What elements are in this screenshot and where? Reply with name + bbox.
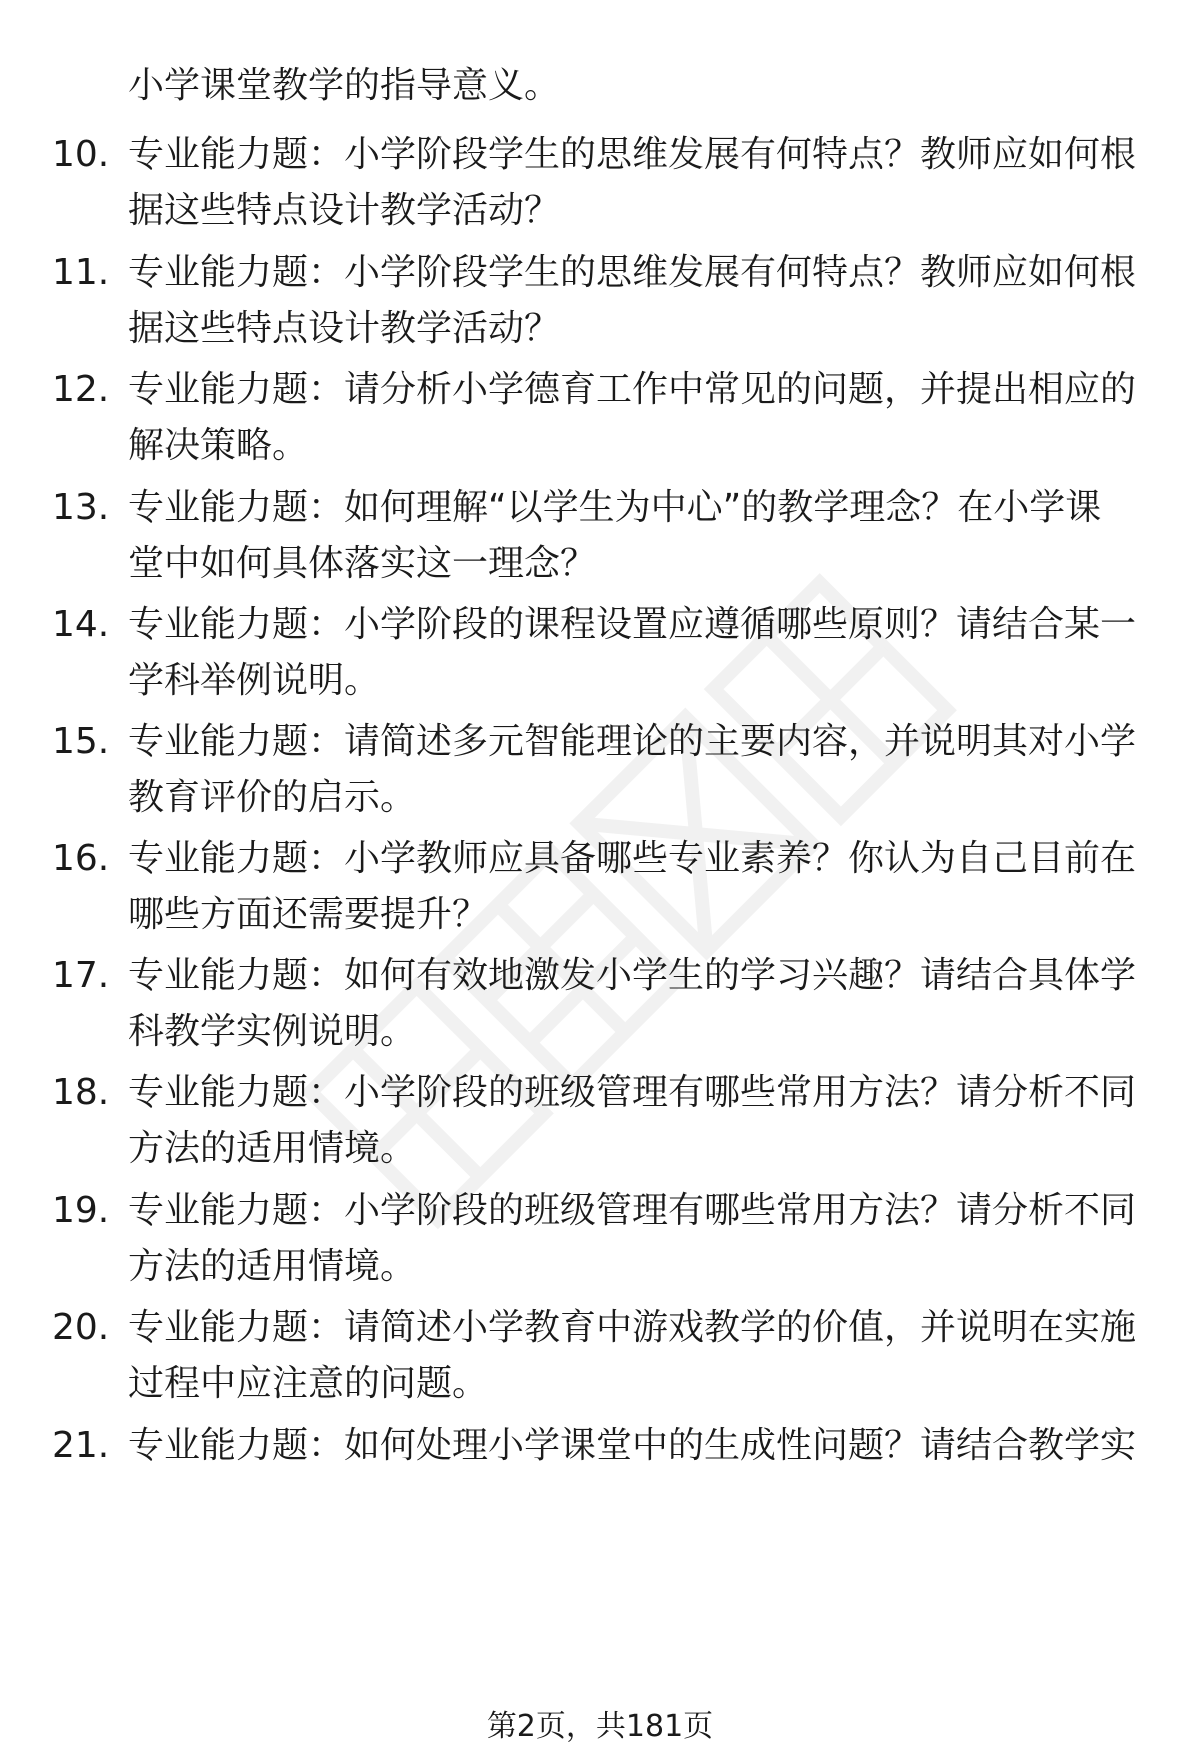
item-number: 17. — [52, 955, 110, 996]
item-line: 专业能力题：小学阶段的课程设置应遵循哪些原则？请结合某一 — [128, 604, 1137, 645]
item-line: 堂中如何具体落实这一理念？ — [128, 543, 597, 584]
item-text — [128, 1183, 1138, 1295]
item-line: 据这些特点设计教学活动？ — [128, 308, 561, 349]
item-text — [128, 362, 1138, 474]
item-number: 19. — [52, 1190, 110, 1231]
item-line: 教育评价的启示。 — [128, 777, 417, 818]
item-number: 16. — [52, 838, 110, 879]
item-line: 专业能力题：请简述多元智能理论的主要内容，并说明其对小学 — [128, 721, 1137, 762]
item-number: 20. — [52, 1307, 110, 1348]
item-line: 专业能力题：小学阶段的班级管理有哪些常用方法？请分析不同 — [128, 1072, 1137, 1113]
item-line: 专业能力题：如何理解“以学生为中心”的教学理念？在小学课 — [128, 487, 1102, 528]
item-text — [128, 714, 1138, 826]
item-line: 解决策略。 — [128, 425, 309, 466]
item-line: 专业能力题：小学阶段的班级管理有哪些常用方法？请分析不同 — [128, 1190, 1137, 1231]
item-number: 21. — [52, 1425, 110, 1466]
item-line: 专业能力题：如何处理小学课堂中的生成性问题？请结合教学实 — [128, 1425, 1137, 1466]
item-line: 科教学实例说明。 — [128, 1011, 417, 1052]
item-text — [128, 1418, 1138, 1474]
item-text — [128, 597, 1138, 709]
continuation-text: 小学课堂教学的指导意义。 — [128, 65, 561, 106]
item-text — [128, 831, 1138, 943]
item-line: 据这些特点设计教学活动？ — [128, 190, 561, 231]
item-text — [128, 245, 1138, 357]
item-line: 专业能力题：小学教师应具备哪些专业素养？你认为自己目前在 — [128, 838, 1137, 879]
item-line: 哪些方面还需要提升？ — [128, 894, 489, 935]
item-number: 13. — [52, 487, 110, 528]
item-line: 方法的适用情境。 — [128, 1246, 417, 1287]
item-text — [128, 127, 1138, 239]
page-footer: 第2页，共181页 — [486, 1709, 714, 1744]
item-number: 15. — [52, 721, 110, 762]
item-text — [128, 1300, 1138, 1412]
item-number: 10. — [52, 134, 110, 175]
item-text — [128, 948, 1138, 1060]
item-number: 11. — [52, 252, 110, 293]
item-line: 专业能力题：请分析小学德育工作中常见的问题，并提出相应的 — [128, 369, 1137, 410]
item-number: 18. — [52, 1072, 110, 1113]
item-line: 过程中应注意的问题。 — [128, 1363, 489, 1404]
item-line: 专业能力题：如何有效地激发小学生的学习兴趣？请结合具体学 — [128, 955, 1137, 996]
item-line: 学科举例说明。 — [128, 660, 381, 701]
item-number: 14. — [52, 604, 110, 645]
item-text — [128, 1065, 1138, 1177]
item-line: 专业能力题：请简述小学教育中游戏教学的价值，并说明在实施 — [128, 1307, 1137, 1348]
item-number: 12. — [52, 369, 110, 410]
item-line: 方法的适用情境。 — [128, 1128, 417, 1169]
item-line: 专业能力题：小学阶段学生的思维发展有何特点？教师应如何根 — [128, 252, 1137, 293]
item-text — [128, 480, 1138, 592]
item-line: 专业能力题：小学阶段学生的思维发展有何特点？教师应如何根 — [128, 134, 1137, 175]
